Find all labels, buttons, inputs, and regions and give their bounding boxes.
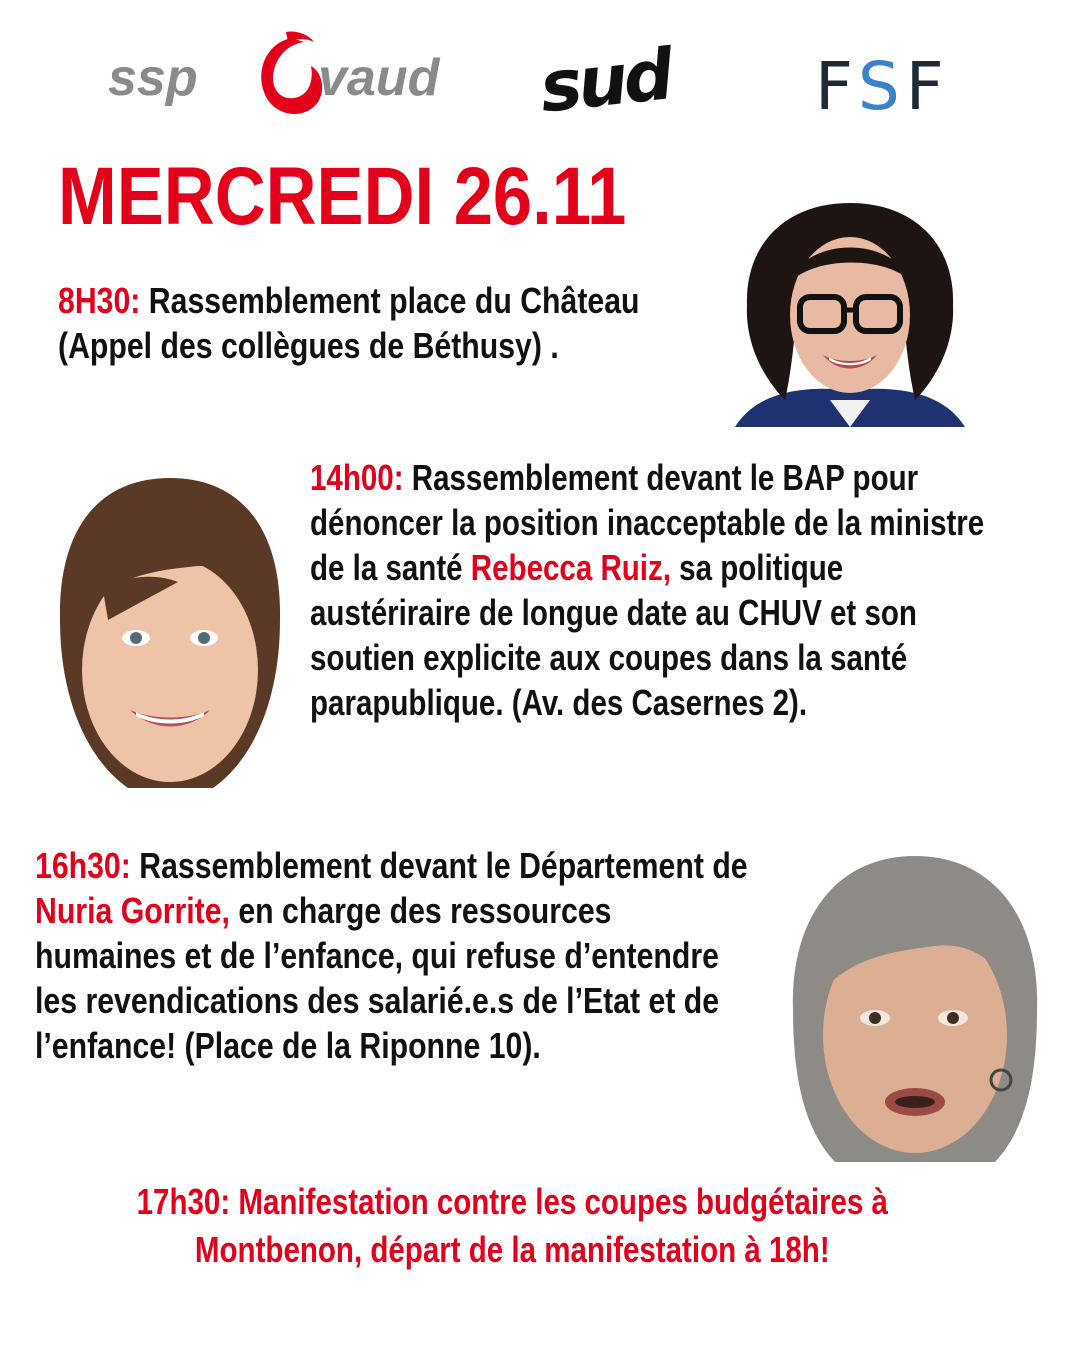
ssp-vaud-logo xyxy=(108,30,438,130)
event-8h30 xyxy=(58,278,663,368)
sud-logo: sud xyxy=(536,33,674,129)
event-person-name: Nuria Gorrite, xyxy=(35,890,230,931)
event-person-name: Rebecca Ruiz, xyxy=(470,547,671,588)
event-time: 8H30: xyxy=(58,280,141,321)
fsf-letter-f2: F xyxy=(905,48,950,125)
portrait-photo-glasses xyxy=(725,195,975,427)
ssp-swirl-icon xyxy=(256,30,326,130)
event-16h30 xyxy=(35,843,757,1068)
event-time: 16h30: xyxy=(35,845,131,886)
event-text: Rassemblement place du Château (Appel des collègues de Béthusy) . xyxy=(58,280,640,366)
event-text: Manifestation contre les coupes budgétaires à Montbenon, départ de la manifestation à 18h! xyxy=(194,1181,888,1270)
fsf-letter-s: S xyxy=(857,48,906,125)
portrait-photo-nuria-gorrite xyxy=(775,850,1055,1168)
portrait-photo-rebecca-ruiz xyxy=(48,470,292,792)
event-text: Rassemblement devant le BAP pour dénoncer la position inacceptable de la ministre de la santé xyxy=(310,457,985,588)
event-text: Rassemblement devant le Département de xyxy=(139,845,748,886)
page-title: MERCREDI 26.11 xyxy=(58,151,627,242)
ssp-logo-text: ssp xyxy=(108,49,198,107)
event-text: en charge des ressources humaines et de l’enfance, qui refuse d’entendre les revendications des salarié.e.s de l’Etat et de l’enfance! (Place de la Riponne 10). xyxy=(35,890,720,1066)
fsf-logo xyxy=(815,48,950,125)
event-17h30 xyxy=(90,1178,935,1274)
event-time: 14h00: xyxy=(310,457,404,498)
event-time: 17h30: xyxy=(136,1181,231,1222)
fsf-letter-f1: F xyxy=(815,48,858,125)
vaud-logo-text: vaud xyxy=(318,49,440,107)
event-14h00 xyxy=(310,455,1007,725)
event-text: sa politique austériraire de longue date au CHUV et son soutien explicite aux coupes dans la santé parapublique. (Av. des Casernes 2). xyxy=(310,547,917,723)
